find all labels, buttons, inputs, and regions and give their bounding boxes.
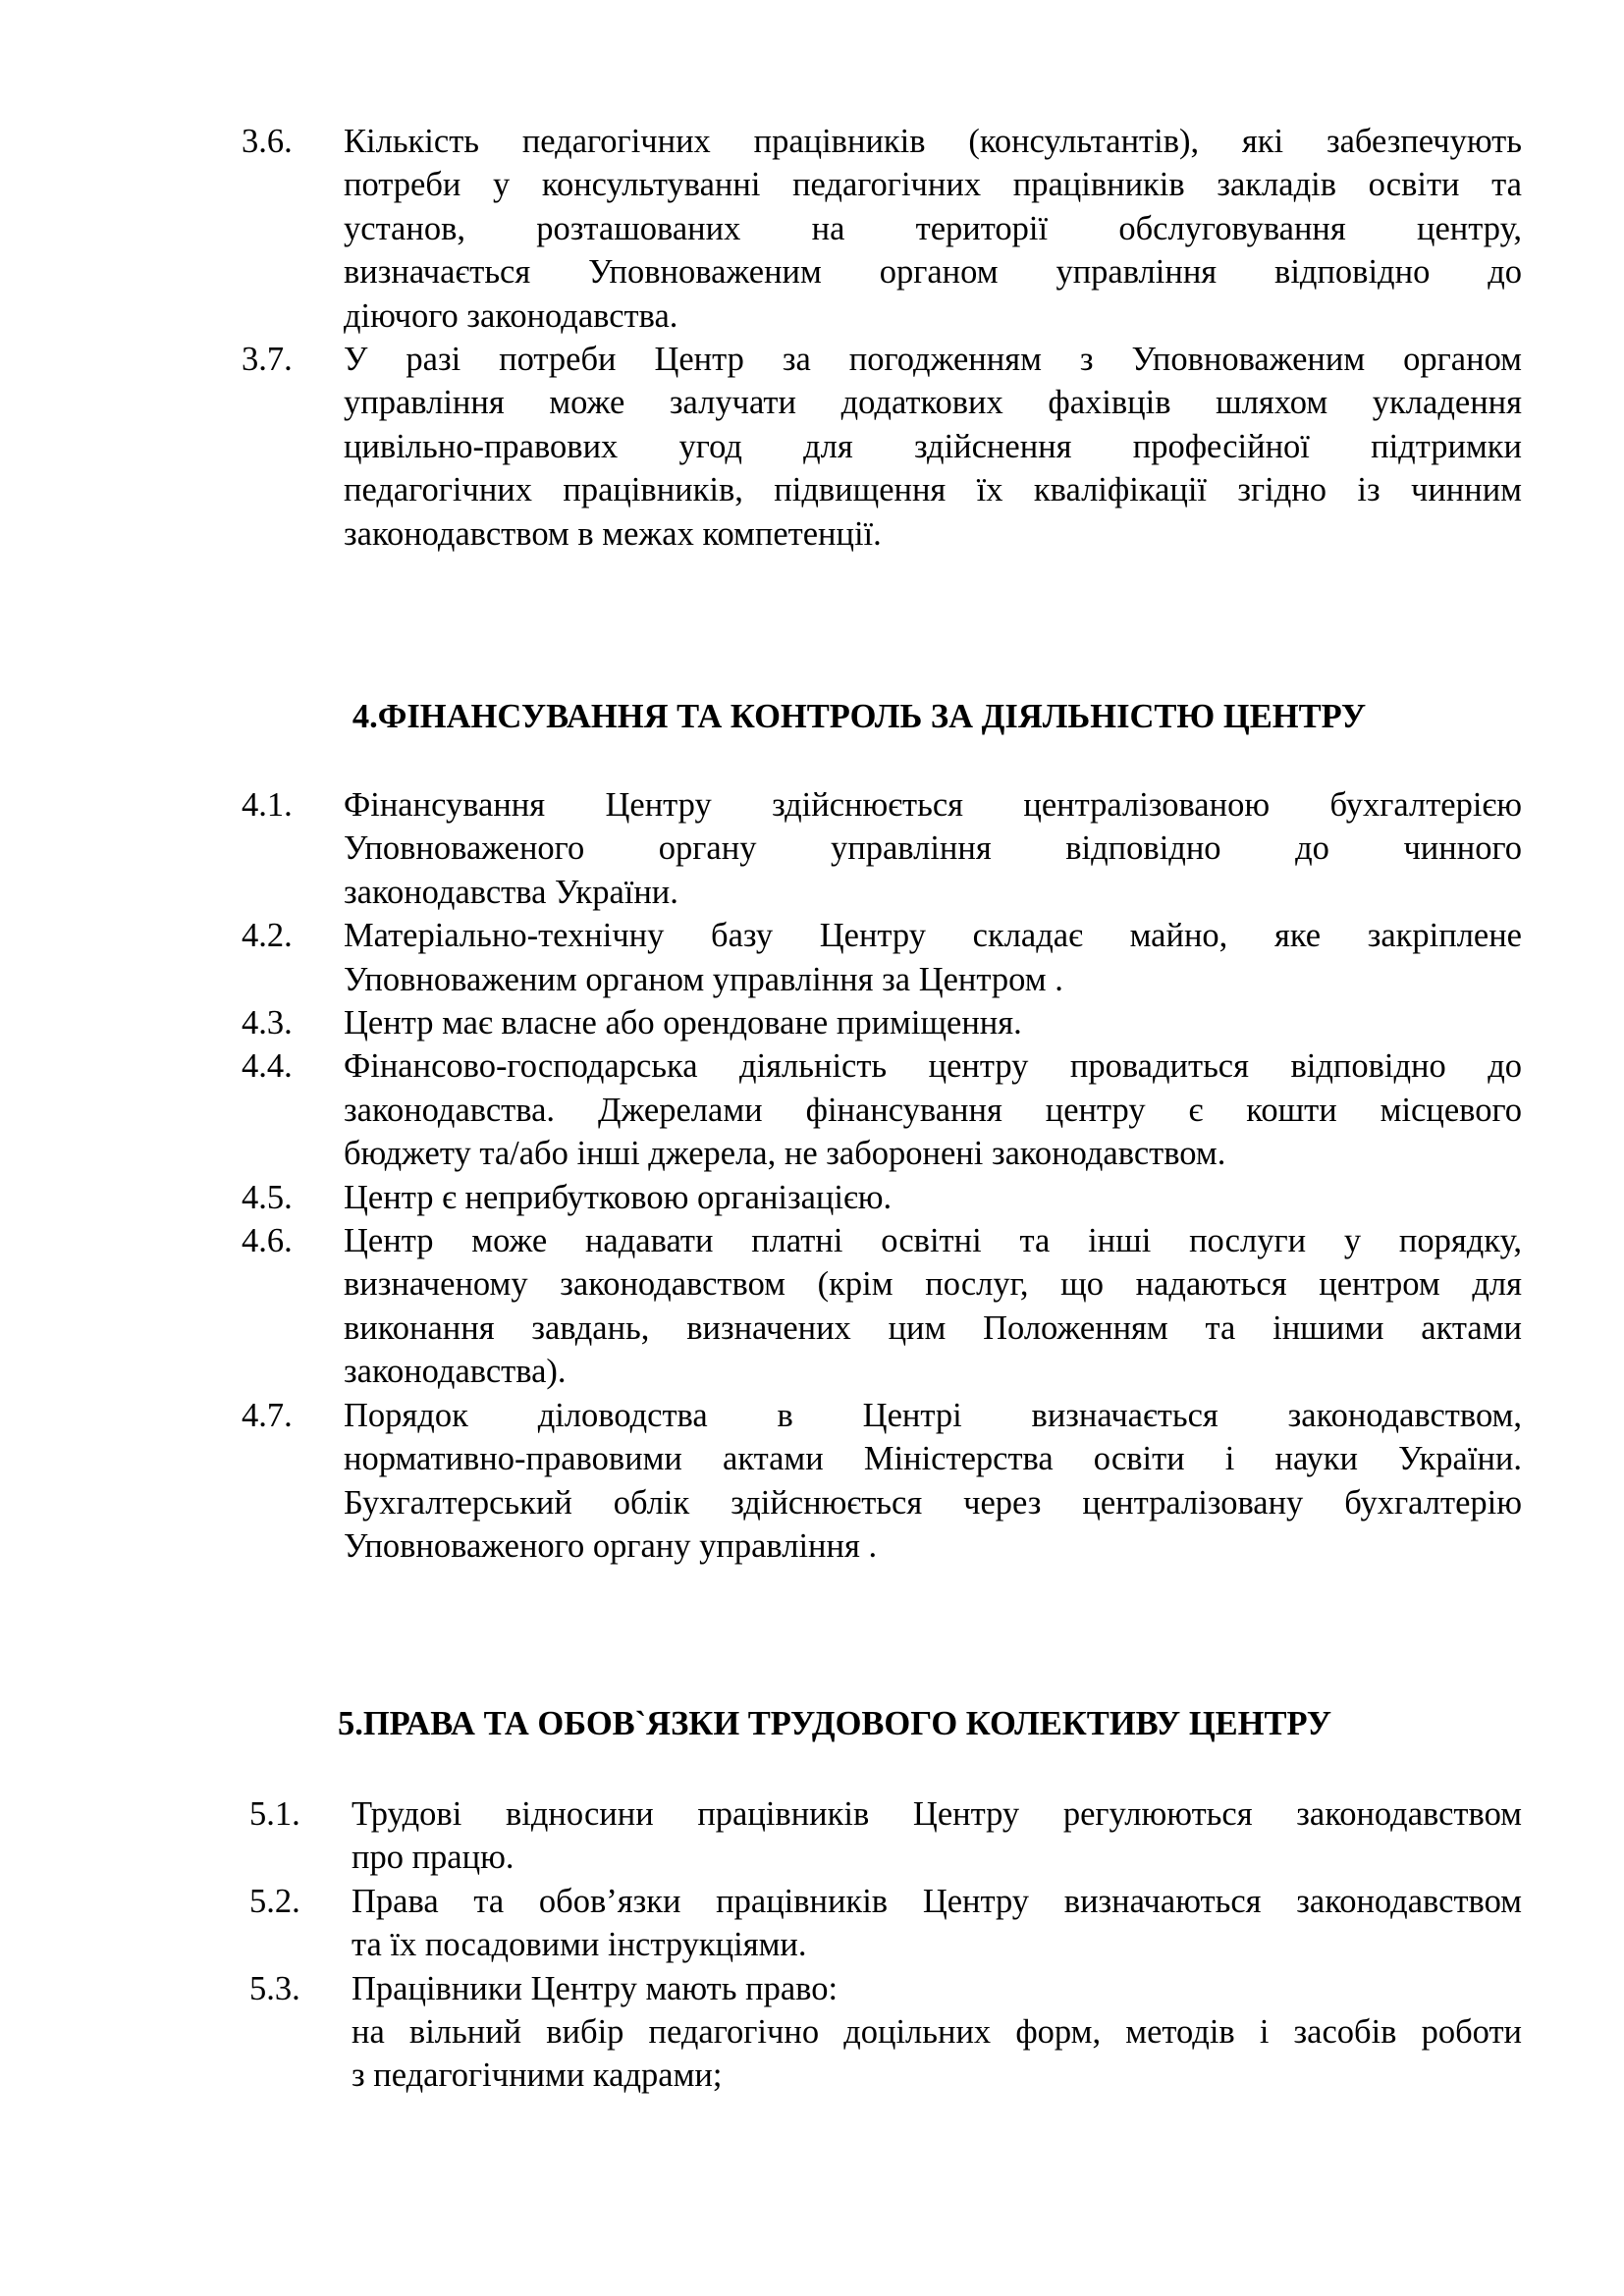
text-line: Фінансово-господарська діяльність центру провадиться відповідно до [344, 1047, 1522, 1086]
text-line: Центр є неприбутковою організацією. [344, 1178, 893, 1216]
section-5-items [0, 1792, 1624, 2098]
item-number: 4.5. [242, 1178, 293, 1216]
item-number: 4.2. [242, 917, 293, 955]
section-5-heading: 5.ПРАВА ТА ОБОВ`ЯЗКИ ТРУДОВОГО КОЛЕКТИВУ ЦЕНТРУ [337, 1705, 1332, 1742]
item-text [344, 1176, 1522, 1219]
list-item [249, 1792, 1522, 1880]
item-number: 5.3. [249, 1969, 300, 2007]
item-number: 3.6. [242, 123, 293, 160]
item-text [344, 1219, 1522, 1394]
item-text [352, 1967, 1522, 2098]
list-item [242, 1176, 1522, 1219]
item-text [352, 1880, 1522, 1967]
item-text [352, 1792, 1522, 1880]
text-line: законодавства). [344, 1353, 567, 1391]
list-item [242, 1001, 1522, 1044]
item-number: 5.1. [249, 1795, 300, 1833]
item-text [344, 338, 1522, 556]
text-line: потреби у консультуванні педагогічних працівників закладів освіти та [344, 166, 1522, 204]
text-line: Кількість педагогічних працівників (консультантів), які забезпечують [344, 123, 1522, 160]
list-item [242, 1044, 1522, 1175]
text-line: законодавства України. [344, 873, 678, 911]
list-item [242, 120, 1522, 338]
text-line: бюджету та/або інші джерела, не заборонені законодавством. [344, 1135, 1226, 1173]
list-item [242, 914, 1522, 1001]
text-line: Центр може надавати платні освітні та інші послуги у порядку, [344, 1222, 1522, 1260]
text-line: визначається Уповноваженим органом управління відповідно до [344, 253, 1522, 292]
item-number: 3.7. [242, 341, 293, 379]
item-number: 4.6. [242, 1222, 293, 1260]
text-line: та їх посадовими інструкціями. [352, 1926, 807, 1964]
text-line: про працю. [352, 1839, 514, 1877]
text-line: Трудові відносини працівників Центру регулюються законодавством [352, 1795, 1522, 1833]
text-line: діючого законодавства. [344, 296, 678, 335]
text-line: Уповноваженого органу управління . [344, 1526, 878, 1565]
text-line: Права та обов’язки працівників Центру визначаються законодавством [352, 1882, 1522, 1920]
text-line: педагогічних працівників, підвищення їх кваліфікації згідно із чинним [344, 471, 1522, 509]
text-line: визначеному законодавством (крім послуг, що надаються центром для [344, 1265, 1522, 1304]
text-line: Уповноваженого органу управління відповідно до чинного [344, 829, 1522, 868]
item-text [344, 1044, 1522, 1175]
item-text [344, 120, 1522, 338]
text-line: цивільно-правових угод для здійснення професійної підтримки [344, 427, 1522, 465]
text-line: на вільний вибір педагогічно доцільних форм, методів і засобів роботи [352, 2013, 1522, 2052]
section-4-heading: 4.ФІНАНСУВАННЯ ТА КОНТРОЛЬ ЗА ДІЯЛЬНІСТЮ ЦЕНТРУ [352, 698, 1367, 735]
section-4-items [0, 783, 1624, 1568]
item-text [344, 783, 1522, 914]
item-number: 4.3. [242, 1004, 293, 1042]
text-line: Матеріально-технічну базу Центру складає майно, яке закріплене [344, 917, 1522, 955]
item-number: 4.1. [242, 786, 293, 824]
text-line: Фінансування Центру здійснюється централізованою бухгалтерією [344, 786, 1522, 824]
text-line: управління може залучати додаткових фахівців шляхом укладення [344, 384, 1522, 422]
text-line: Працівники Центру мають право: [352, 1969, 839, 2007]
list-item [242, 338, 1522, 556]
text-line: законодавством в межах компетенції. [344, 514, 882, 553]
text-line: Уповноваженим органом управління за Центром . [344, 960, 1063, 998]
item-number: 4.7. [242, 1396, 293, 1434]
text-line: установ, розташованих на території обслуговування центру, [344, 209, 1522, 247]
section-3-items [0, 120, 1624, 556]
item-number: 4.4. [242, 1047, 293, 1086]
text-line: Порядок діловодства в Центрі визначається законодавством, [344, 1396, 1522, 1434]
item-text [344, 1394, 1522, 1569]
list-item [249, 1967, 1522, 2098]
text-line: законодавства. Джерелами фінансування центру є кошти місцевого [344, 1091, 1522, 1129]
list-item [242, 1394, 1522, 1569]
text-line: У разі потреби Центр за погодженням з Уповноваженим органом [344, 341, 1522, 379]
text-line: виконання завдань, визначених цим Положенням та іншими актами [344, 1308, 1522, 1347]
item-text [344, 914, 1522, 1001]
text-line: нормативно-правовими актами Міністерства освіти і науки України. [344, 1440, 1522, 1478]
list-item [242, 783, 1522, 914]
text-line: Центр має власне або орендоване приміщення. [344, 1004, 1022, 1042]
text-line: з педагогічними кадрами; [352, 2056, 723, 2095]
item-text [344, 1001, 1522, 1044]
list-item [242, 1219, 1522, 1394]
list-item [249, 1880, 1522, 1967]
item-number: 5.2. [249, 1882, 300, 1920]
text-line: Бухгалтерський облік здійснюється через централізовану бухгалтерію [344, 1483, 1522, 1522]
